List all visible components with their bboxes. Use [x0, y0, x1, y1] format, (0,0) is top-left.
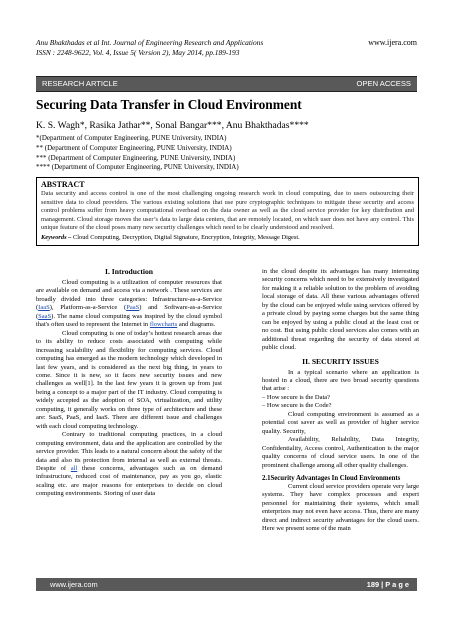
abstract-heading: ABSTRACT — [41, 180, 85, 189]
keywords-label: Keywords – — [41, 233, 72, 241]
paper-title: Securing Data Transfer in Cloud Environment — [36, 97, 302, 112]
footer-site-link[interactable]: www.ijera.com — [50, 580, 98, 589]
keywords-text: Cloud Computing, Decryption, Digital Signature, Encryption, Integrity, Message Digest. — [72, 233, 300, 241]
journal-line-1: Anu Bhakthadas et al Int. Journal of Engineering Research and Applications — [36, 38, 264, 47]
intro-paragraph-3: Contrary to traditional computing practices, in a cloud computing environment, data and the application are controlled by the service provider. This leads to a natural concern about the safety of the data and also its protection from internal as well as external threats. Despite of all these concerns, advantages such as on demand infrastructure, reduced cost of maintenance, pay as you go, elastic scaling etc. are major reasons for enterprises to decide on cloud computing environments. Storing of user data — [36, 431, 222, 498]
affiliation-4: **** (Department of Computer Engineering, PUNE University, INDIA) — [36, 163, 239, 172]
abstract-box — [36, 177, 419, 246]
security-paragraph-1: In a typical scenario where an application is hosted in a cloud, there are two broad security questions that arise : — [262, 368, 419, 393]
keywords-line — [41, 234, 414, 243]
security-advantages-paragraph: Current cloud service providers operate very large systems. They have complex processes and expert personnel for maintaining their systems, which small enterprizes may not even have access. Thus, there are many direct and indirect security advantages for the cloud users. Here we present some of the main — [262, 482, 419, 533]
iaas-link[interactable]: IaaS — [38, 304, 50, 312]
question-code: – How secure is the Code? — [262, 402, 332, 410]
flowcharts-link[interactable]: flowcharts — [149, 321, 178, 329]
research-article-label: RESEARCH ARTICLE — [42, 79, 118, 88]
author-list: K. S. Wagh*, Rasika Jathar**, Sonal Bangar***, Anu Bhakthadas**** — [36, 120, 309, 131]
affiliation-2: ** (Department of Computer Engineering, PUNE University, INDIA) — [36, 143, 232, 152]
security-issues-heading: II. SECURITY ISSUES — [302, 356, 379, 366]
page-footer — [36, 578, 417, 591]
question-data: – How secure is the Data? — [262, 393, 331, 401]
security-advantages-heading: 2.1Security Advantages In Cloud Environments — [262, 474, 401, 482]
security-paragraph-3: Availability, Reliability, Data Integrity, Confidentiality, Access control, Authentication is the major quality concerns of cloud service users. In one of the prominent challenge among all other quality challenges. — [262, 436, 419, 469]
affiliation-3: *** (Department of Computer Engineering, PUNE University, INDIA) — [36, 153, 236, 162]
journal-line-2: ISSN : 2248-9622, Vol. 4, Issue 5( Version 2), May 2014, pp.189-193 — [36, 48, 240, 57]
paas-link[interactable]: PaaS — [126, 304, 140, 312]
journal-site-link[interactable]: www.ijera.com — [368, 38, 417, 47]
page-number: 189 | P a g e — [366, 580, 409, 589]
left-column — [36, 266, 222, 499]
introduction-heading: I. Introduction — [105, 267, 153, 276]
affiliation-list — [36, 134, 417, 173]
open-access-label: OPEN ACCESS — [356, 79, 411, 88]
all-link[interactable]: all — [70, 464, 78, 472]
right-paragraph-1: in the cloud despite its advantages has many interesting security concerns which need to be extensively investigated for making it a reliable solution to the problem of avoiding local storage of data. All these various advantages offered by the cloud can be enjoyed while using services offered by a private cloud by paying some charges but the same thing can be enjoyed by using a public cloud at the least cost or no cost. But using public cloud services also comes with an additional threat regarding the security of data stored at public cloud. — [262, 268, 419, 352]
affiliation-1: *(Department of Computer Engineering, PUNE University, INDIA) — [36, 134, 227, 142]
article-banner — [36, 76, 417, 92]
abstract-text: Data security and access control is one of the most challenging ongoing research work in cloud computing, due to users outsourcing their sensitive data to cloud providers. The various existing solutions that use pure cryptographic techniques to mitigate these security and access control problems suffer from heavy computational overhead on the data owner as well as the cloud service provider for key distribution and management. Cloud storage moves the user’s data to large data centers, that are remotely located, on which user does not have any control. This unique feature of the cloud poses many new security challenges which need to be clearly understood and resolved. — [41, 190, 414, 232]
security-paragraph-2: Cloud computing environment is assumed as a potential cost saver as well as provider of higher service quality. Security, — [262, 410, 419, 435]
saas-link[interactable]: SaaS — [38, 312, 52, 320]
right-column — [262, 268, 419, 534]
journal-citation — [36, 38, 336, 58]
intro-paragraph-1: Cloud computing is a utilization of computer resources that are available on demand and access via a network . These services are broadly divided into three categories: Infrastructure-as-a-Service (IaaS), Platform-as-a-Service (PaaS) and Software-as-a-Service (SaaS). The name cloud computing was inspired by the cloud symbol that's often used to represent the Internet in flowcharts and diagrams. — [36, 279, 222, 329]
intro-paragraph-2: Cloud computing is one of today’s hottest research areas due to its ability to reduce costs associated with computing while increasing scalability and flexibility for computing services. Cloud computing has emerged as the modern technology which developed in last few years, and is considered as the next big thing, in years to come. Since it is new, so it faces new security issues and new challenges as well[1]. In the last few years it is grown up from just being a concept to a major part of the IT industry. Cloud computing is widely accepted as the adoption of SOA, virtualization, and utility computing, it generally works on three type of architecture and these are: SaaS, PaaS, and IaaS. There are different issue and challenges with each cloud computing technology. — [36, 329, 222, 430]
